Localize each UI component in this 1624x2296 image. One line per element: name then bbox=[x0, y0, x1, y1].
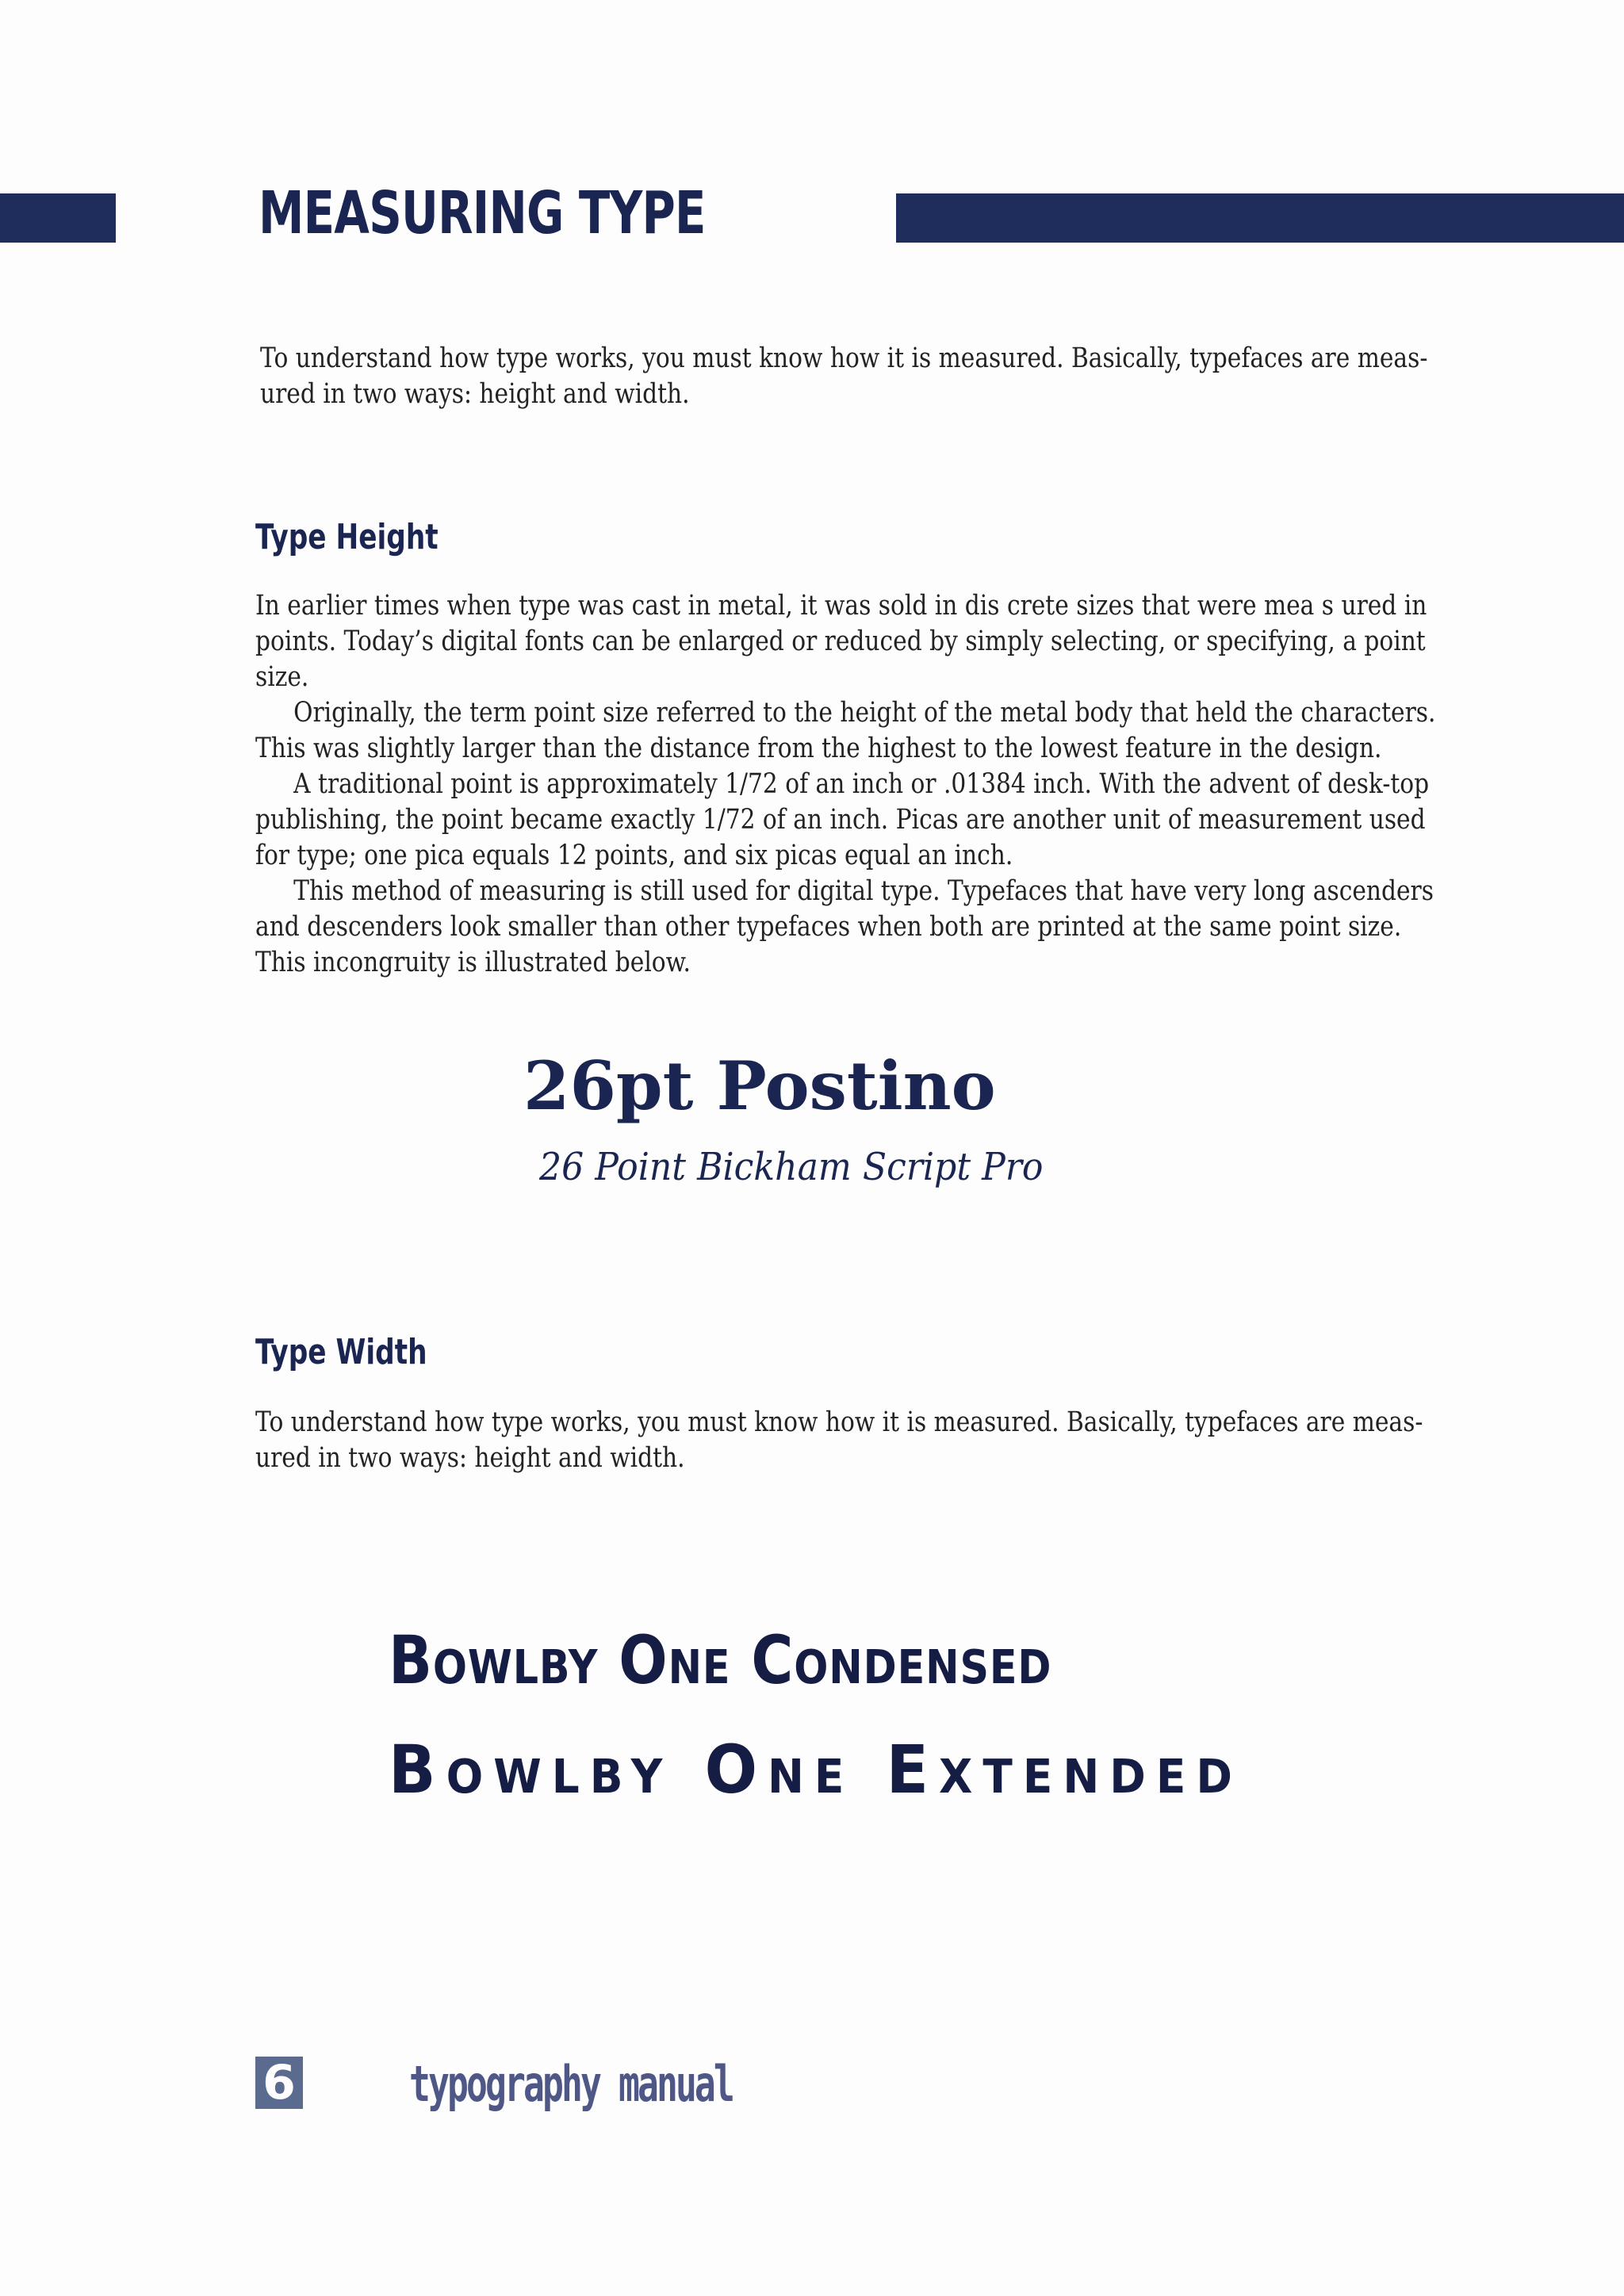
body-paragraph: In earlier times when type was cast in metal, it was sold in dis crete sizes that were mea s ured in points. Today’s digital fonts can be enlarged or reduced by simply selecting, or specifying, a point size. bbox=[255, 590, 1427, 693]
type-width-body bbox=[255, 1405, 1428, 1476]
type-height-body bbox=[255, 588, 1459, 981]
header-bar-left bbox=[0, 193, 116, 243]
footer-brand: typography manual bbox=[409, 2055, 733, 2113]
bowlby-extended-sample: Bowlby One Extended bbox=[389, 1731, 1243, 1808]
header-bar-right bbox=[896, 193, 1624, 243]
intro-paragraph bbox=[260, 341, 1433, 412]
body-paragraph: A traditional point is approximately 1/72 of an inch or .01384 inch. With the advent of desk-top publishing, the point became exactly 1/72 of an inch. Picas are another unit of measurement used for type; one pica equals 12 points, and six picas equal an inch. bbox=[255, 768, 1430, 871]
postino-sample: 26pt Postino bbox=[523, 1047, 996, 1125]
body-paragraph: Originally, the term point size referred to the height of the metal body that held the characters. This was slightly larger than the distance from the highest to the lowest feature in the design. bbox=[255, 697, 1436, 764]
body-line: ured in two ways: height and width. bbox=[255, 1442, 685, 1474]
type-height-heading: Type Height bbox=[255, 517, 439, 557]
body-line: To understand how type works, you must know how it is measured. Basically, typefaces are meas- bbox=[255, 1406, 1423, 1438]
type-width-heading: Type Width bbox=[255, 1332, 427, 1372]
page-number: 6 bbox=[255, 2057, 303, 2109]
intro-line: ured in two ways: height and width. bbox=[260, 378, 690, 410]
intro-line: To understand how type works, you must know how it is measured. Basically, typefaces are meas- bbox=[260, 342, 1428, 374]
bowlby-condensed-sample: Bowlby One Condensed bbox=[389, 1621, 1052, 1699]
bickham-script-sample: 26 Point Bickham Script Pro bbox=[539, 1145, 1044, 1189]
page-title: MEASURING TYPE bbox=[259, 179, 706, 247]
body-paragraph: This method of measuring is still used for digital type. Typefaces that have very long ascenders and descenders look smaller than other typefaces when both are printed at the same point size. This incongruity is illustrated below. bbox=[255, 875, 1434, 978]
